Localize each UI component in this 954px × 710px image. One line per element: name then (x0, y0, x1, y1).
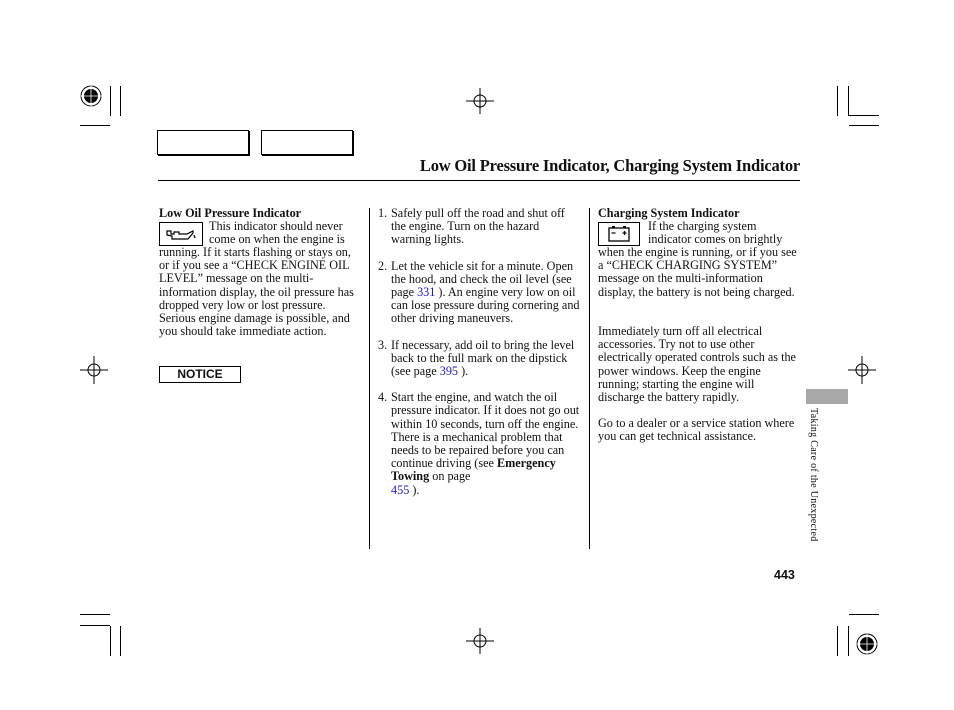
step-number: 2. (378, 258, 388, 273)
column-divider (589, 208, 590, 549)
list-item (378, 207, 582, 247)
section-heading: Low Oil Pressure Indicator (159, 206, 302, 220)
step-list (378, 207, 582, 497)
battery-icon (599, 223, 639, 245)
body-text: come on when the engine is (209, 232, 345, 247)
step-text: Safely pull off the road and shut off the engine. Turn on the hazard warning lights. (391, 206, 565, 247)
step-text: If necessary, add oil to bring the level back to the full mark on the dipstick (see page (391, 337, 575, 379)
page-link-331[interactable]: 331 (417, 285, 436, 300)
nav-tab-main-menu[interactable] (157, 130, 249, 155)
step-number: 3. (378, 337, 388, 352)
step-text: ). (458, 364, 469, 379)
crosshair-icon (80, 356, 108, 384)
crosshair-icon (466, 628, 494, 654)
crosshair-icon (848, 356, 876, 384)
body-text: Immediately turn off all electrical accessories. Try not to use other electrically operated controls such as the power windows. Keep the engine running; starting the engine will discharge the battery rapidly. (598, 324, 796, 405)
page-link-395[interactable]: 395 (439, 364, 459, 379)
notice-label: NOTICE (159, 366, 241, 383)
body-text: when the engine is running, or if you see a “CHECK CHARGING SYSTEM” message on the multi-information display, the battery is not being charged. (598, 245, 797, 299)
body-text: indicator comes on brightly (648, 232, 783, 247)
registration-target-icon (855, 632, 879, 656)
title-rule (158, 180, 800, 181)
column-steps (378, 207, 582, 497)
page-number: 443 (774, 568, 795, 582)
charging-indicator-box (598, 222, 640, 246)
step-text: on page (429, 469, 471, 484)
body-text: This indicator should never (209, 219, 343, 233)
page-link-455[interactable]: 455 (391, 482, 410, 497)
step-number: 1. (378, 206, 388, 220)
list-item (378, 339, 582, 379)
list-item (378, 260, 582, 326)
list-item (378, 391, 582, 497)
step-text: Start the engine, and watch the oil pressure indicator. If it does not go out within 10 seconds, turn off the engine. There is a mechanical problem that needs to be repaired before you can continue driving (see (391, 390, 580, 471)
step-text: ). (409, 482, 420, 497)
step-text: Let the vehicle sit for a minute. Open the hood, and check the oil level (see page (391, 258, 574, 300)
page-title: Low Oil Pressure Indicator, Charging System Indicator (419, 156, 800, 175)
body-text: Go to a dealer or a service station where you can get technical assistance. (598, 416, 795, 444)
nav-tab-index[interactable] (261, 130, 353, 155)
oil-pressure-indicator-box (159, 222, 203, 246)
column-divider (369, 208, 370, 549)
section-heading: Charging System Indicator (598, 206, 740, 220)
section-tab (806, 389, 848, 404)
registration-target-icon (79, 84, 103, 108)
oil-can-icon (160, 223, 202, 245)
section-label: Taking Care of the Unexpected (808, 408, 819, 542)
body-text: If the charging system (648, 219, 757, 233)
emergency-towing-reference: Emergency Towing (391, 456, 556, 484)
step-number: 4. (378, 390, 388, 405)
step-text: ). An engine very low on oil can lose pressure during cornering and other driving maneuvers. (391, 285, 580, 326)
body-text: running. If it starts flashing or stays on, or if you see a “CHECK ENGINE OIL LEVEL” message on the multi-information display, the oil pressure has dropped very low or lost pressure. Serious engine damage is possible, and you should take immediate action. (159, 245, 354, 339)
crosshair-icon (466, 88, 494, 114)
